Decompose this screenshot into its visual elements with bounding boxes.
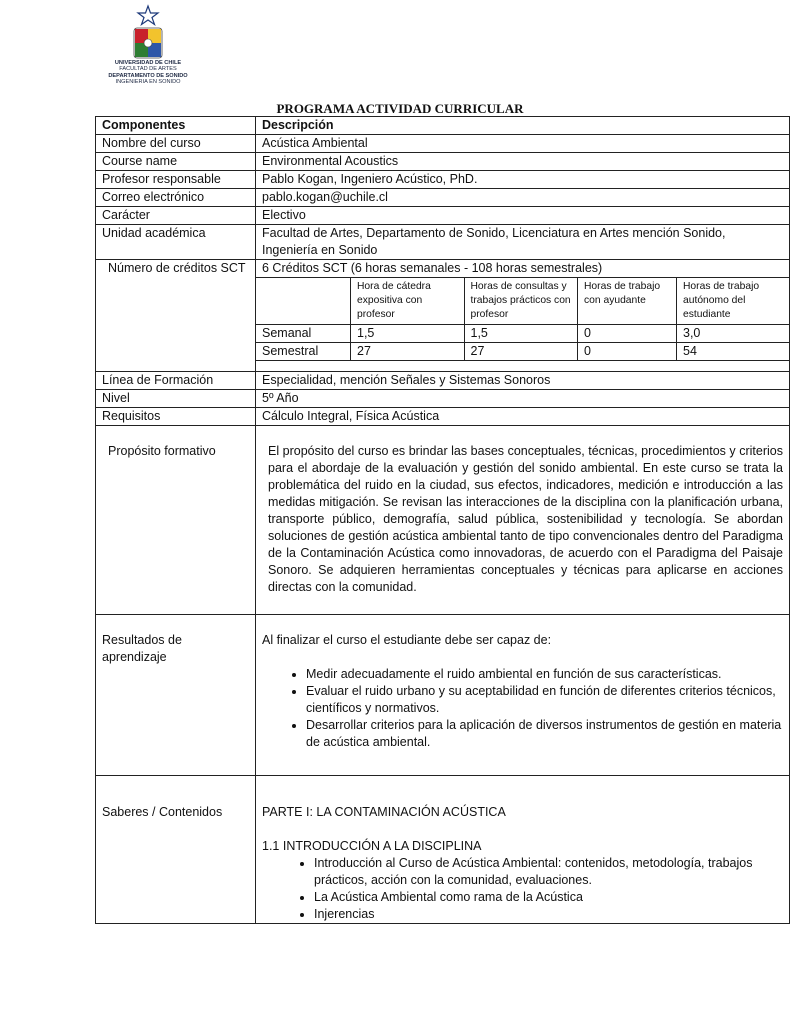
credits-column-header: Horas de trabajo con ayudante (578, 278, 677, 325)
logo-line-university: UNIVERSIDAD DE CHILE (114, 60, 182, 66)
credits-cell: 27 (464, 343, 578, 361)
row-value: Pablo Kogan, Ingeniero Acústico, PhD. (256, 171, 790, 189)
row-value: Especialidad, mención Señales y Sistemas Sonoros (256, 372, 790, 390)
table-row-contents (96, 776, 790, 924)
row-label: Carácter (96, 207, 256, 225)
logo-line-program: INGENIERIA EN SONIDO (115, 79, 181, 86)
credits-column-header: Horas de trabajo autónomo del estudiante (677, 278, 790, 325)
table-row-professor (96, 171, 790, 189)
table-row-purpose (96, 426, 790, 615)
row-label: Course name (96, 153, 256, 171)
row-label: Correo electrónico (96, 189, 256, 207)
credits-row-weekly (256, 325, 789, 343)
table-row-course-name-en (96, 153, 790, 171)
credits-summary: 6 Créditos SCT (6 horas semanales - 108 horas semestrales) (262, 261, 603, 275)
row-label: Saberes / Contenidos (96, 776, 256, 924)
row-value: Electivo (256, 207, 790, 225)
table-row-requirements (96, 408, 790, 426)
credits-cell: 1,5 (351, 325, 465, 343)
column-header-description: Descripción (256, 117, 790, 135)
credits-row-label: Semestral (256, 343, 351, 361)
contents-part-title: PARTE I: LA CONTAMINACIÓN ACÚSTICA (262, 805, 506, 819)
row-value: Environmental Acoustics (256, 153, 790, 171)
university-crest-icon (118, 4, 178, 60)
credits-cell: 1,5 (464, 325, 578, 343)
credits-column-header: Horas de consultas y trabajos prácticos con profesor (464, 278, 578, 325)
row-label: Profesor responsable (96, 171, 256, 189)
table-row-academic-unit (96, 225, 790, 260)
credits-cell: 3,0 (677, 325, 790, 343)
credits-cell: 54 (677, 343, 790, 361)
column-header-components: Componentes (96, 117, 256, 135)
table-row-credits (96, 260, 790, 372)
row-value: Cálculo Integral, Física Acústica (256, 408, 790, 426)
row-label: Unidad académica (96, 225, 256, 260)
university-logo (98, 4, 198, 86)
list-item: • Injerencias (314, 906, 783, 923)
row-label: Línea de Formación (96, 372, 256, 390)
list-item: • Desarrollar criterios para la aplicación de diversos instrumentos de gestión en materia de acústica ambiental. (306, 717, 783, 751)
table-row-learning-results (96, 615, 790, 776)
list-item: • Evaluar el ruido urbano y su aceptabilidad en función de diferentes criterios técnicos, científicos y normativos. (306, 683, 783, 717)
row-value: Acústica Ambiental (256, 135, 790, 153)
contents-list (262, 855, 783, 923)
credits-cell: 0 (578, 325, 677, 343)
row-value: 5º Año (256, 390, 790, 408)
row-label: Requisitos (96, 408, 256, 426)
row-label: Nivel (96, 390, 256, 408)
logo-line-faculty: FACULTAD DE ARTES (119, 66, 177, 73)
row-value: Facultad de Artes, Departamento de Sonido, Licenciatura en Artes mención Sonido, Ingeniería en Sonido (256, 225, 790, 260)
curriculum-table (95, 116, 790, 924)
document-title: PROGRAMA ACTIVIDAD CURRICULAR (276, 101, 524, 116)
row-label: Número de créditos SCT (96, 260, 256, 372)
table-row-course-name (96, 135, 790, 153)
credits-breakdown-table (256, 277, 789, 361)
credits-column-header: Hora de cátedra expositiva con profesor (351, 278, 465, 325)
credits-cell: 0 (578, 343, 677, 361)
list-item: • Introducción al Curso de Acústica Ambiental: contenidos, metodología, trabajos prácticos, acción con la comunidad, evaluaciones. (314, 855, 783, 889)
table-row-level (96, 390, 790, 408)
table-row-training-line (96, 372, 790, 390)
credits-cell: 27 (351, 343, 465, 361)
star-icon (138, 6, 158, 25)
list-item: • Medir adecuadamente el ruido ambiental en función de sus características. (306, 666, 783, 683)
credits-row-semester (256, 343, 789, 361)
table-row-email (96, 189, 790, 207)
list-item: • La Acústica Ambiental como rama de la Acústica (314, 889, 783, 906)
row-label: Resultados de aprendizaje (96, 615, 256, 776)
contents-section-title: 1.1 INTRODUCCIÓN A LA DISCIPLINA (262, 839, 482, 853)
row-label: Propósito formativo (96, 426, 256, 615)
logo-line-department: DEPARTAMENTO DE SONIDO (108, 72, 188, 79)
credits-row-label: Semanal (256, 325, 351, 343)
purpose-text: El propósito del curso es brindar las bases conceptuales, técnicas, procedimientos y criterios para el abordaje de la evaluación y gestión del sonido ambiental. En este curso se trata la problemática del ruido en la ciudad, sus efectos, indicadores, medición e introducción a las medidas mitigación. Se revisan las interacciones de la disciplina con la planificación urbana, transporte público, demografía, salud pública, sostenibilidad y tecnología. Se abordan soluciones de gestión acústica ambiental tanto de tipo convencionales dentro del Paradigma de la Contaminación Acústica como innovadoras, de acuerdo con el Paradigma del Paisaje Sonoro. Se adquieren herramientas conceptuales y técnicas para aplicarse en acciones directas con la comunidad. (256, 426, 790, 615)
table-row-character (96, 207, 790, 225)
results-list (262, 666, 783, 751)
results-intro: Al finalizar el curso el estudiante debe ser capaz de: (262, 633, 552, 647)
row-value: pablo.kogan@uchile.cl (256, 189, 790, 207)
row-label: Nombre del curso (96, 135, 256, 153)
